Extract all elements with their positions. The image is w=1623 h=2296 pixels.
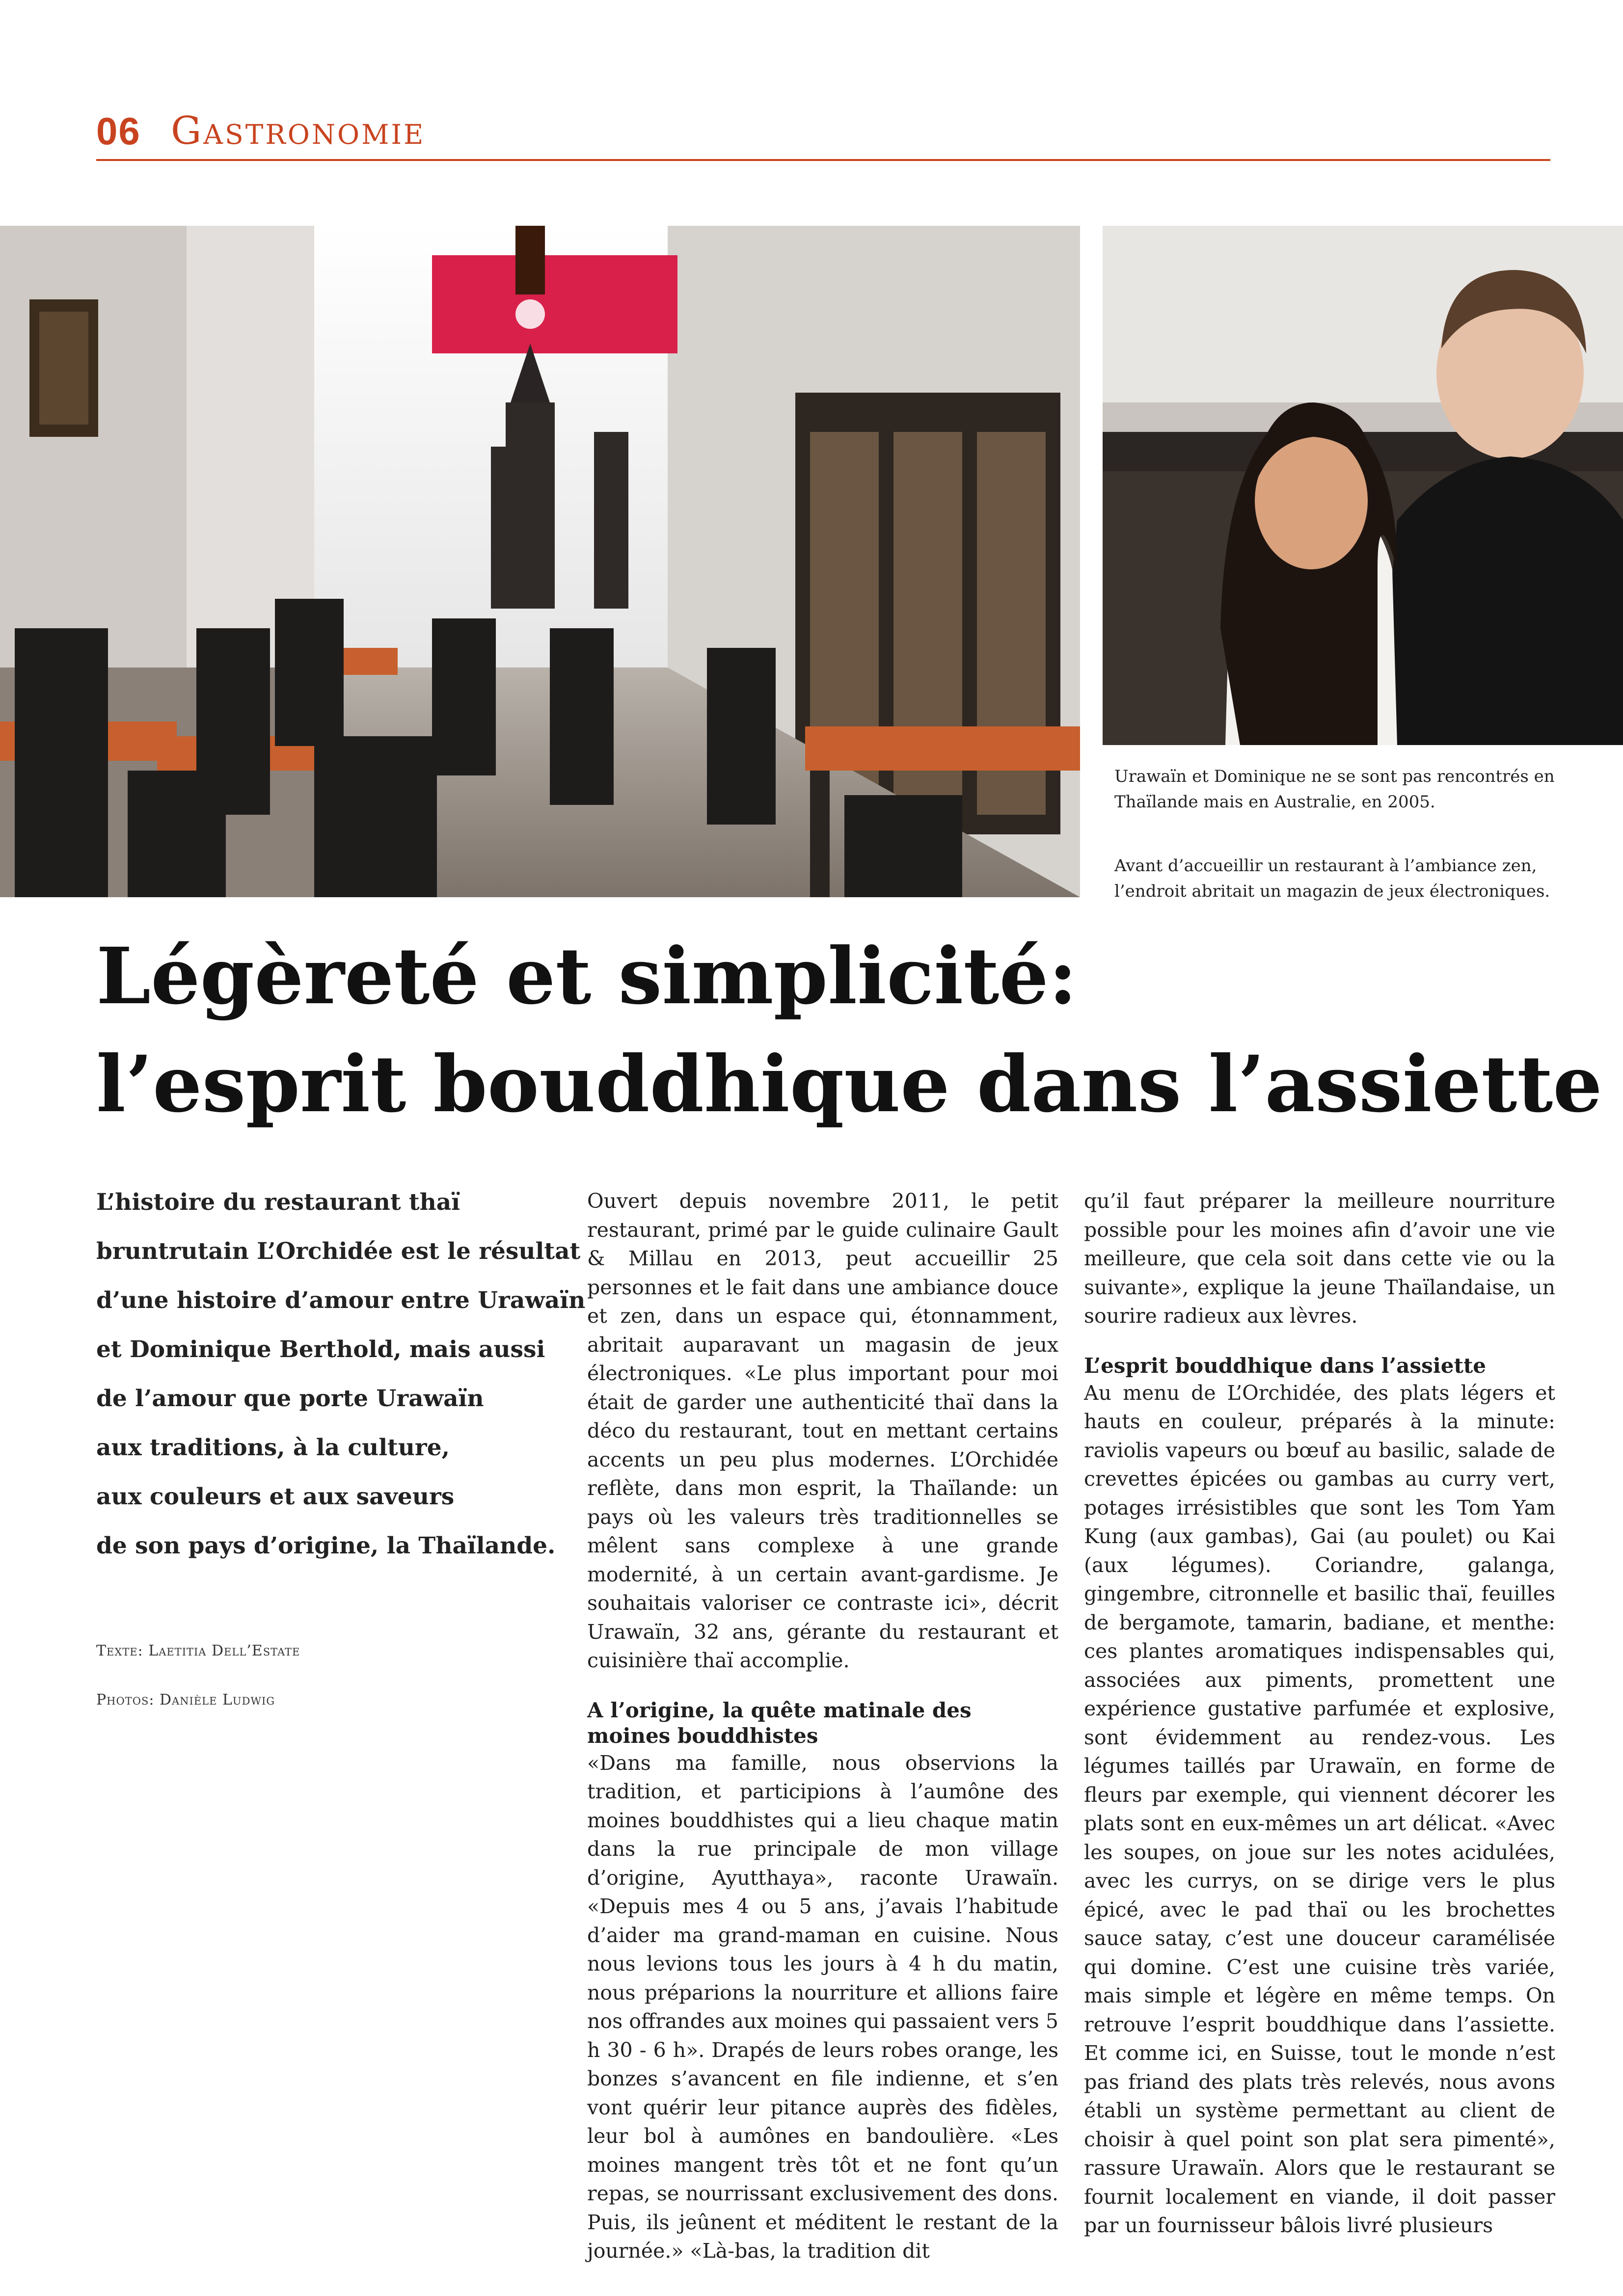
intro-line: de son pays d’origine, la Thaïlande. <box>96 1532 556 1559</box>
page-number: 06 <box>96 109 141 153</box>
intro-line: de l’amour que porte Urawaïn <box>96 1385 484 1412</box>
owners-portrait-photo <box>1103 226 1623 745</box>
intro-line: bruntrutain L’Orchidée est le résultat <box>96 1238 581 1265</box>
intro-lede <box>96 1178 586 1571</box>
restaurant-interior-photo <box>0 226 1080 897</box>
caption-restaurant: Avant d’accueillir un restaurant à l’ambiance zen, l’endroit abritait un magazin de jeux électroniques. <box>1114 856 1550 901</box>
headline-line-2: l’esprit bouddhique dans l’assiette <box>96 1039 1602 1130</box>
caption-couple: Urawaïn et Dominique ne se sont pas rencontrés en Thaïlande mais en Australie, en 2005. <box>1114 767 1555 812</box>
column-2-paragraph-1: qu’il faut préparer la meilleure nourriture possible pour les moines afin d’avoir une vie meilleure, que cela soit dans cette vie ou la suivante», explique la jeune Thaïlandaise, un sourire radieux aux lèvres. <box>1084 1189 1555 1328</box>
intro-line: L’histoire du restaurant thaï <box>96 1189 460 1216</box>
intro-line: d’une histoire d’amour entre Urawaïn <box>96 1287 586 1314</box>
article-column-1 <box>587 1187 1058 2266</box>
headline <box>96 923 1602 1139</box>
credit-text: Texte: Laetitia Dell’Estate <box>96 1642 300 1659</box>
intro-line: aux couleurs et aux saveurs <box>96 1483 455 1510</box>
intro-line: aux traditions, à la culture, <box>96 1434 450 1461</box>
column-1-paragraph-1: Ouvert depuis novembre 2011, le petit restaurant, primé par le guide culinaire Gault & Millau en 2013, peut accueillir 25 personnes et le fait dans une ambiance douce et zen, dans un espace qui, étonnamment, abritait auparavant un magasin de jeux électroniques. «Le plus important pour moi était de garder une authenticité thaï dans la déco du restaurant, tout en mettant certains accents un peu plus modernes. L’Orchidée reflète, dans mon esprit, la Thaïlande: un pays où les valeurs très traditionnelles se mêlent sans complexe à une grande modernité, à un certain avant-gardisme. Je souhaitais valoriser ce contraste ici», décrit Urawaïn, 32 ans, gérante du restaurant et cuisinière thaï accomplie. <box>587 1189 1058 1672</box>
column-2-subhead: L’esprit bouddhique dans l’assiette <box>1084 1353 1486 1378</box>
header-rule <box>96 159 1550 161</box>
headline-line-1: Légèreté et simplicité: <box>96 931 1078 1022</box>
column-2-paragraph-2: Au menu de L’Orchidée, des plats légers et hauts en couleur, préparés à la minute: raviolis vapeurs ou bœuf au basilic, salade de crevettes épicées ou gambas au curry vert, potages irrésistibles que sont les Tom Yam Kung (aux gambas), Gai (au poulet) ou Kai (aux légumes). Coriandre, galanga, gingembre, citronnelle et basilic thaï, feuilles de bergamote, tamarin, badiane, et menthe: ces plantes aromatiques indispensables qui, associées aux piments, promettent une expérience gustative parfumée et explosive, sont évidemment au rendez-vous. Les légumes taillés par Urawaïn, en forme de fleurs par exemple, qui viennent décorer les plats sont en eux-mêmes un art délicat. «Avec les soupes, on joue sur les notes acidulées, avec les currys, on se dirige vers le plus épicé, avec le pad thaï ou les brochettes sauce satay, c’est une douceur caramélisée qui domine. C’est une cuisine très variée, mais simple et légère en même temps. On retrouve l’esprit bouddhique dans l’assiette. Et comme ici, en Suisse, tout le monde n’est pas friand des plats très relevés, nous avons établi un système permettant au client de choisir à quel point son plat sera pimenté», rassure Urawaïn. Alors que le restaurant se fournit localement en viande, il doit passer par un fournisseur bâlois livré plusieurs <box>1084 1381 1555 2237</box>
column-1-paragraph-2: «Dans ma famille, nous observions la tradition, et participions à l’aumône des moines bouddhistes qui a lieu chaque matin dans la rue principale de mon village d’origine, Ayutthaya», raconte Urawaïn. «Depuis mes 4 ou 5 ans, j’avais l’habitude d’aider ma grand-maman en cuisine. Nous nous levions tous les jours à 4 h du matin, nous préparions la nourriture et allions faire nos offrandes aux moines qui passaient vers 5 h 30 - 6 h». Drapés de leurs robes orange, les bonzes s’avancent en file indienne, et s’en vont quérir leur pitance auprès des fidèles, leur bol à aumônes en bandoulière. «Les moines mangent très tôt et ne font qu’un repas, se nourrissant exclusivement des dons. Puis, ils jeûnent et méditent le restant de la journée.» «Là-bas, la tradition dit <box>587 1751 1058 2263</box>
column-1-subhead: A l’origine, la quête matinale des moines bouddhistes <box>587 1698 972 1748</box>
intro-line: et Dominique Berthold, mais aussi <box>96 1336 545 1363</box>
article-column-2 <box>1084 1187 1555 2240</box>
credit-photos: Photos: Danièle Ludwig <box>96 1691 275 1709</box>
section-title: Gastronomie <box>171 109 426 153</box>
